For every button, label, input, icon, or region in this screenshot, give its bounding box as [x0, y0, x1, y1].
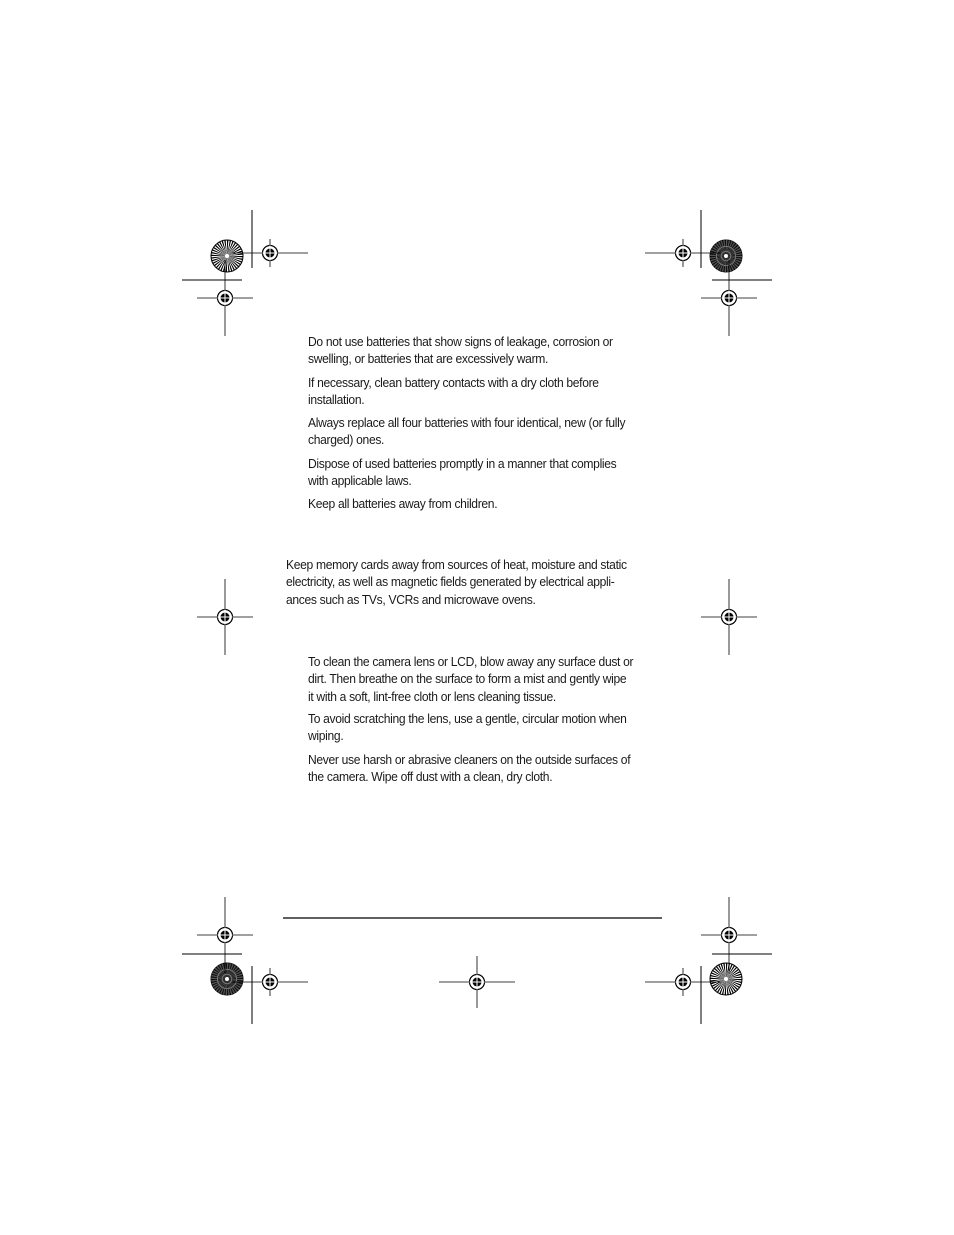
text-line: To clean the camera lens or LCD, blow away any surface dust or — [308, 654, 634, 669]
registration-mark-icon — [645, 968, 721, 996]
text-line: dirt. Then breathe on the surface to form a mist and gently wipe — [308, 671, 627, 687]
text-line: it with a soft, lint-free cloth or lens cleaning tissue. — [308, 688, 556, 704]
text-line: To avoid scratching the lens, use a gentle, circular motion when — [308, 711, 627, 726]
color-bar-starburst-icon — [710, 963, 742, 995]
text-line: swelling, or batteries that are excessively warm. — [308, 351, 549, 367]
color-bar-starburst-icon — [211, 963, 243, 995]
text-line: Keep memory cards away from sources of heat, moisture and static — [286, 557, 627, 572]
text-line: Always replace all four batteries with four identical, new (or fully — [308, 415, 626, 430]
registration-mark-icon — [232, 968, 308, 996]
cleaning-tip — [308, 710, 627, 745]
text-line: the camera. Wipe off dust with a clean, dry cloth. — [308, 769, 553, 785]
registration-mark-icon — [197, 260, 253, 336]
text-line: Dispose of used batteries promptly in a manner that complies — [308, 456, 617, 471]
battery-tip — [308, 455, 616, 490]
memory-card-paragraph — [286, 556, 627, 608]
registration-mark-icon — [232, 239, 308, 267]
registration-mark-icon — [701, 897, 757, 973]
registration-mark-icon — [197, 579, 253, 655]
registration-mark-icon — [645, 239, 721, 267]
cleaning-tip — [308, 751, 630, 786]
battery-tip — [308, 414, 625, 449]
battery-tip — [308, 374, 599, 409]
registration-mark-icon — [701, 260, 757, 336]
text-line: with applicable laws. — [308, 473, 412, 489]
color-bar-starburst-icon — [710, 240, 742, 272]
text-line: Never use harsh or abrasive cleaners on the outside surfaces of — [308, 752, 631, 767]
text-line: Do not use batteries that show signs of leakage, corrosion or — [308, 334, 613, 349]
text-line: If necessary, clean battery contacts with a dry cloth before — [308, 375, 599, 390]
registration-mark-icon — [701, 579, 757, 655]
text-line: Keep all batteries away from children. — [308, 496, 498, 511]
registration-mark-icon — [197, 897, 253, 973]
text-line: charged) ones. — [308, 432, 385, 448]
text-line: ances such as TVs, VCRs and microwave ovens. — [286, 591, 536, 607]
registration-mark-icon — [439, 956, 515, 1008]
text-line: installation. — [308, 392, 365, 408]
text-line: electricity, as well as magnetic fields generated by electrical appli- — [286, 574, 615, 590]
text-line: wiping. — [308, 728, 344, 744]
battery-tip — [308, 495, 497, 512]
color-bar-starburst-icon — [211, 240, 243, 272]
cleaning-tip — [308, 653, 633, 705]
battery-tip — [308, 333, 613, 368]
